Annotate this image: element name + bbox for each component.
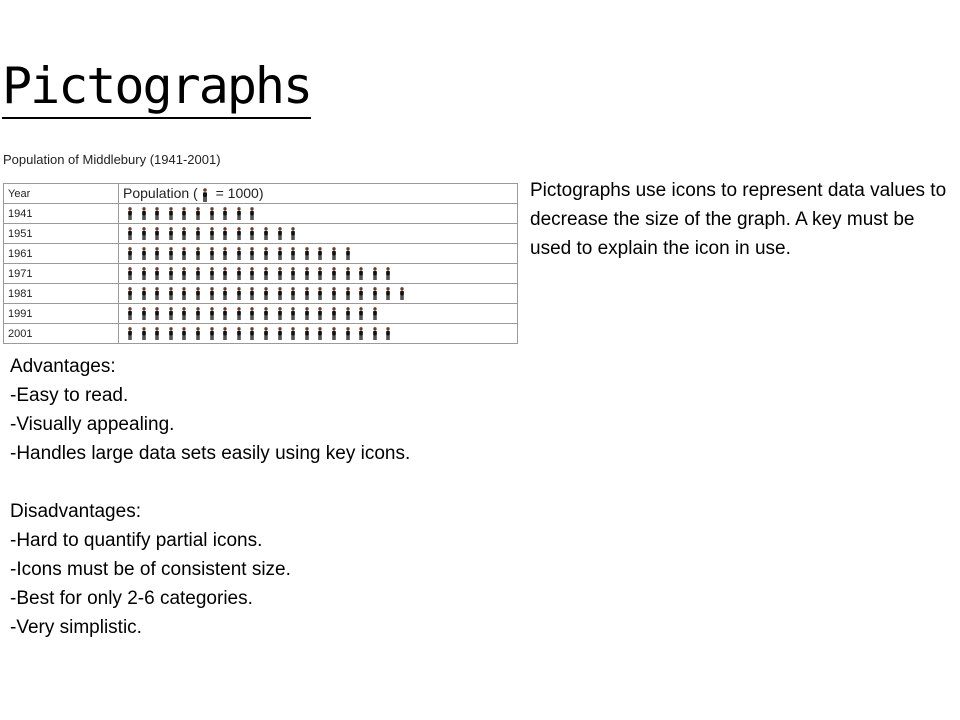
table-row [4, 224, 518, 244]
person-icon [181, 287, 187, 300]
chart-title: Population of Middlebury (1941-2001) [3, 152, 221, 167]
person-icon [209, 247, 215, 260]
disadvantage-item: -Very simplistic. [10, 617, 142, 638]
person-icon [345, 327, 351, 340]
person-icon [358, 307, 364, 320]
list-spacer [10, 468, 410, 497]
person-icon [331, 287, 337, 300]
pictograph-table [3, 183, 518, 344]
table-row [4, 264, 518, 284]
person-icon [385, 287, 391, 300]
person-icon [290, 227, 296, 240]
population-column-header [119, 184, 518, 204]
person-icon [290, 267, 296, 280]
person-icon [168, 207, 174, 220]
person-icon [399, 287, 405, 300]
person-icon [209, 307, 215, 320]
person-icon [304, 287, 310, 300]
person-icon [358, 327, 364, 340]
person-icon [372, 287, 378, 300]
person-icon [127, 207, 133, 220]
person-icon [195, 207, 201, 220]
person-icon [263, 267, 269, 280]
table-row [4, 204, 518, 224]
pictograph-description: Pictographs use icons to represent data values to decrease the size of the graph. A key must be used to explain the icon in use. [530, 180, 947, 259]
person-icon [385, 267, 391, 280]
person-icon [222, 307, 228, 320]
icon-cell [119, 264, 518, 284]
person-icon [222, 287, 228, 300]
person-icon [154, 207, 160, 220]
person-icon [249, 247, 255, 260]
person-icon [290, 287, 296, 300]
person-icon [181, 227, 187, 240]
person-icon [154, 307, 160, 320]
person-icon [304, 247, 310, 260]
population-header-prefix: Population ( [123, 185, 198, 202]
person-icon [127, 267, 133, 280]
person-icon [372, 307, 378, 320]
person-icon [154, 227, 160, 240]
advantage-item: -Handles large data sets easily using key icons. [10, 443, 411, 464]
table-row [4, 244, 518, 264]
person-icon [222, 247, 228, 260]
disadvantage-item: -Icons must be of consistent size. [10, 559, 291, 580]
advantages-heading: Advantages: [10, 356, 116, 377]
icon-cell [119, 324, 518, 344]
person-icon [345, 247, 351, 260]
person-icon [209, 267, 215, 280]
person-icon [263, 247, 269, 260]
person-icon [331, 327, 337, 340]
person-icon [249, 207, 255, 220]
person-icon [236, 307, 242, 320]
person-icon [249, 227, 255, 240]
table-row [4, 324, 518, 344]
person-icon [209, 227, 215, 240]
person-icon [222, 267, 228, 280]
person-icon [277, 327, 283, 340]
person-icon [141, 287, 147, 300]
person-icon [372, 267, 378, 280]
person-icon [263, 327, 269, 340]
advantage-item: -Visually appealing. [10, 414, 175, 435]
person-icon [331, 307, 337, 320]
person-icon [168, 287, 174, 300]
person-icon [277, 267, 283, 280]
person-icon [209, 287, 215, 300]
person-icon [249, 327, 255, 340]
person-icon [181, 247, 187, 260]
person-icon [195, 247, 201, 260]
person-icon [222, 327, 228, 340]
person-icon [290, 327, 296, 340]
person-icon [127, 327, 133, 340]
person-icon [304, 327, 310, 340]
person-icon [236, 287, 242, 300]
person-icon [181, 327, 187, 340]
year-cell: 1941 [4, 204, 119, 224]
person-icon [317, 307, 323, 320]
person-icon [141, 327, 147, 340]
person-icon [236, 227, 242, 240]
person-icon [331, 267, 337, 280]
person-icon [127, 307, 133, 320]
person-icon [222, 207, 228, 220]
person-icon [236, 327, 242, 340]
person-icon [358, 267, 364, 280]
table-row [4, 304, 518, 324]
person-icon [222, 227, 228, 240]
person-icon [249, 287, 255, 300]
year-cell: 1951 [4, 224, 119, 244]
person-icon [195, 287, 201, 300]
person-icon [263, 307, 269, 320]
icon-cell [119, 224, 518, 244]
disadvantage-item: -Best for only 2-6 categories. [10, 588, 253, 609]
person-icon [195, 327, 201, 340]
icon-cell [119, 304, 518, 324]
person-icon [236, 267, 242, 280]
person-icon [141, 247, 147, 260]
person-icon [277, 227, 283, 240]
icon-cell [119, 284, 518, 304]
person-icon [317, 327, 323, 340]
person-icon [385, 327, 391, 340]
person-icon [236, 247, 242, 260]
person-icon [141, 307, 147, 320]
person-icon [372, 327, 378, 340]
person-icon [168, 227, 174, 240]
person-icon [168, 327, 174, 340]
person-icon [277, 287, 283, 300]
disadvantage-item: -Hard to quantify partial icons. [10, 530, 263, 551]
person-icon [345, 287, 351, 300]
year-cell: 1991 [4, 304, 119, 324]
person-icon [304, 307, 310, 320]
person-icon [141, 207, 147, 220]
year-cell: 1961 [4, 244, 119, 264]
key-person-icon [202, 188, 208, 202]
person-icon [154, 267, 160, 280]
person-icon [168, 267, 174, 280]
person-icon [345, 307, 351, 320]
person-icon [277, 247, 283, 260]
person-icon [358, 287, 364, 300]
person-icon [317, 287, 323, 300]
person-icon [154, 287, 160, 300]
person-icon [345, 267, 351, 280]
person-icon [181, 267, 187, 280]
person-icon [263, 287, 269, 300]
person-icon [154, 327, 160, 340]
person-icon [263, 227, 269, 240]
person-icon [127, 287, 133, 300]
icon-cell [119, 204, 518, 224]
person-icon [209, 327, 215, 340]
table-header-row [4, 184, 518, 204]
person-icon [127, 247, 133, 260]
person-icon [290, 307, 296, 320]
person-icon [181, 307, 187, 320]
person-icon [141, 267, 147, 280]
person-icon [277, 307, 283, 320]
person-icon [195, 307, 201, 320]
page-title: Pictographs [2, 56, 311, 119]
person-icon [331, 247, 337, 260]
person-icon [249, 307, 255, 320]
person-icon [304, 267, 310, 280]
person-icon [209, 207, 215, 220]
person-icon [290, 247, 296, 260]
year-cell: 2001 [4, 324, 119, 344]
person-icon [249, 267, 255, 280]
population-header-suffix: = 1000) [211, 185, 264, 202]
person-icon [236, 207, 242, 220]
person-icon [317, 267, 323, 280]
person-icon [141, 227, 147, 240]
person-icon [168, 307, 174, 320]
person-icon [127, 227, 133, 240]
year-column-header: Year [4, 184, 119, 204]
person-icon [181, 207, 187, 220]
table-row [4, 284, 518, 304]
person-icon [195, 227, 201, 240]
person-icon [317, 247, 323, 260]
year-cell: 1981 [4, 284, 119, 304]
disadvantages-heading: Disadvantages: [10, 501, 141, 522]
icon-cell [119, 244, 518, 264]
advantage-item: -Easy to read. [10, 385, 129, 406]
person-icon [168, 247, 174, 260]
year-cell: 1971 [4, 264, 119, 284]
person-icon [195, 267, 201, 280]
pros-cons-list [10, 352, 410, 642]
person-icon [154, 247, 160, 260]
